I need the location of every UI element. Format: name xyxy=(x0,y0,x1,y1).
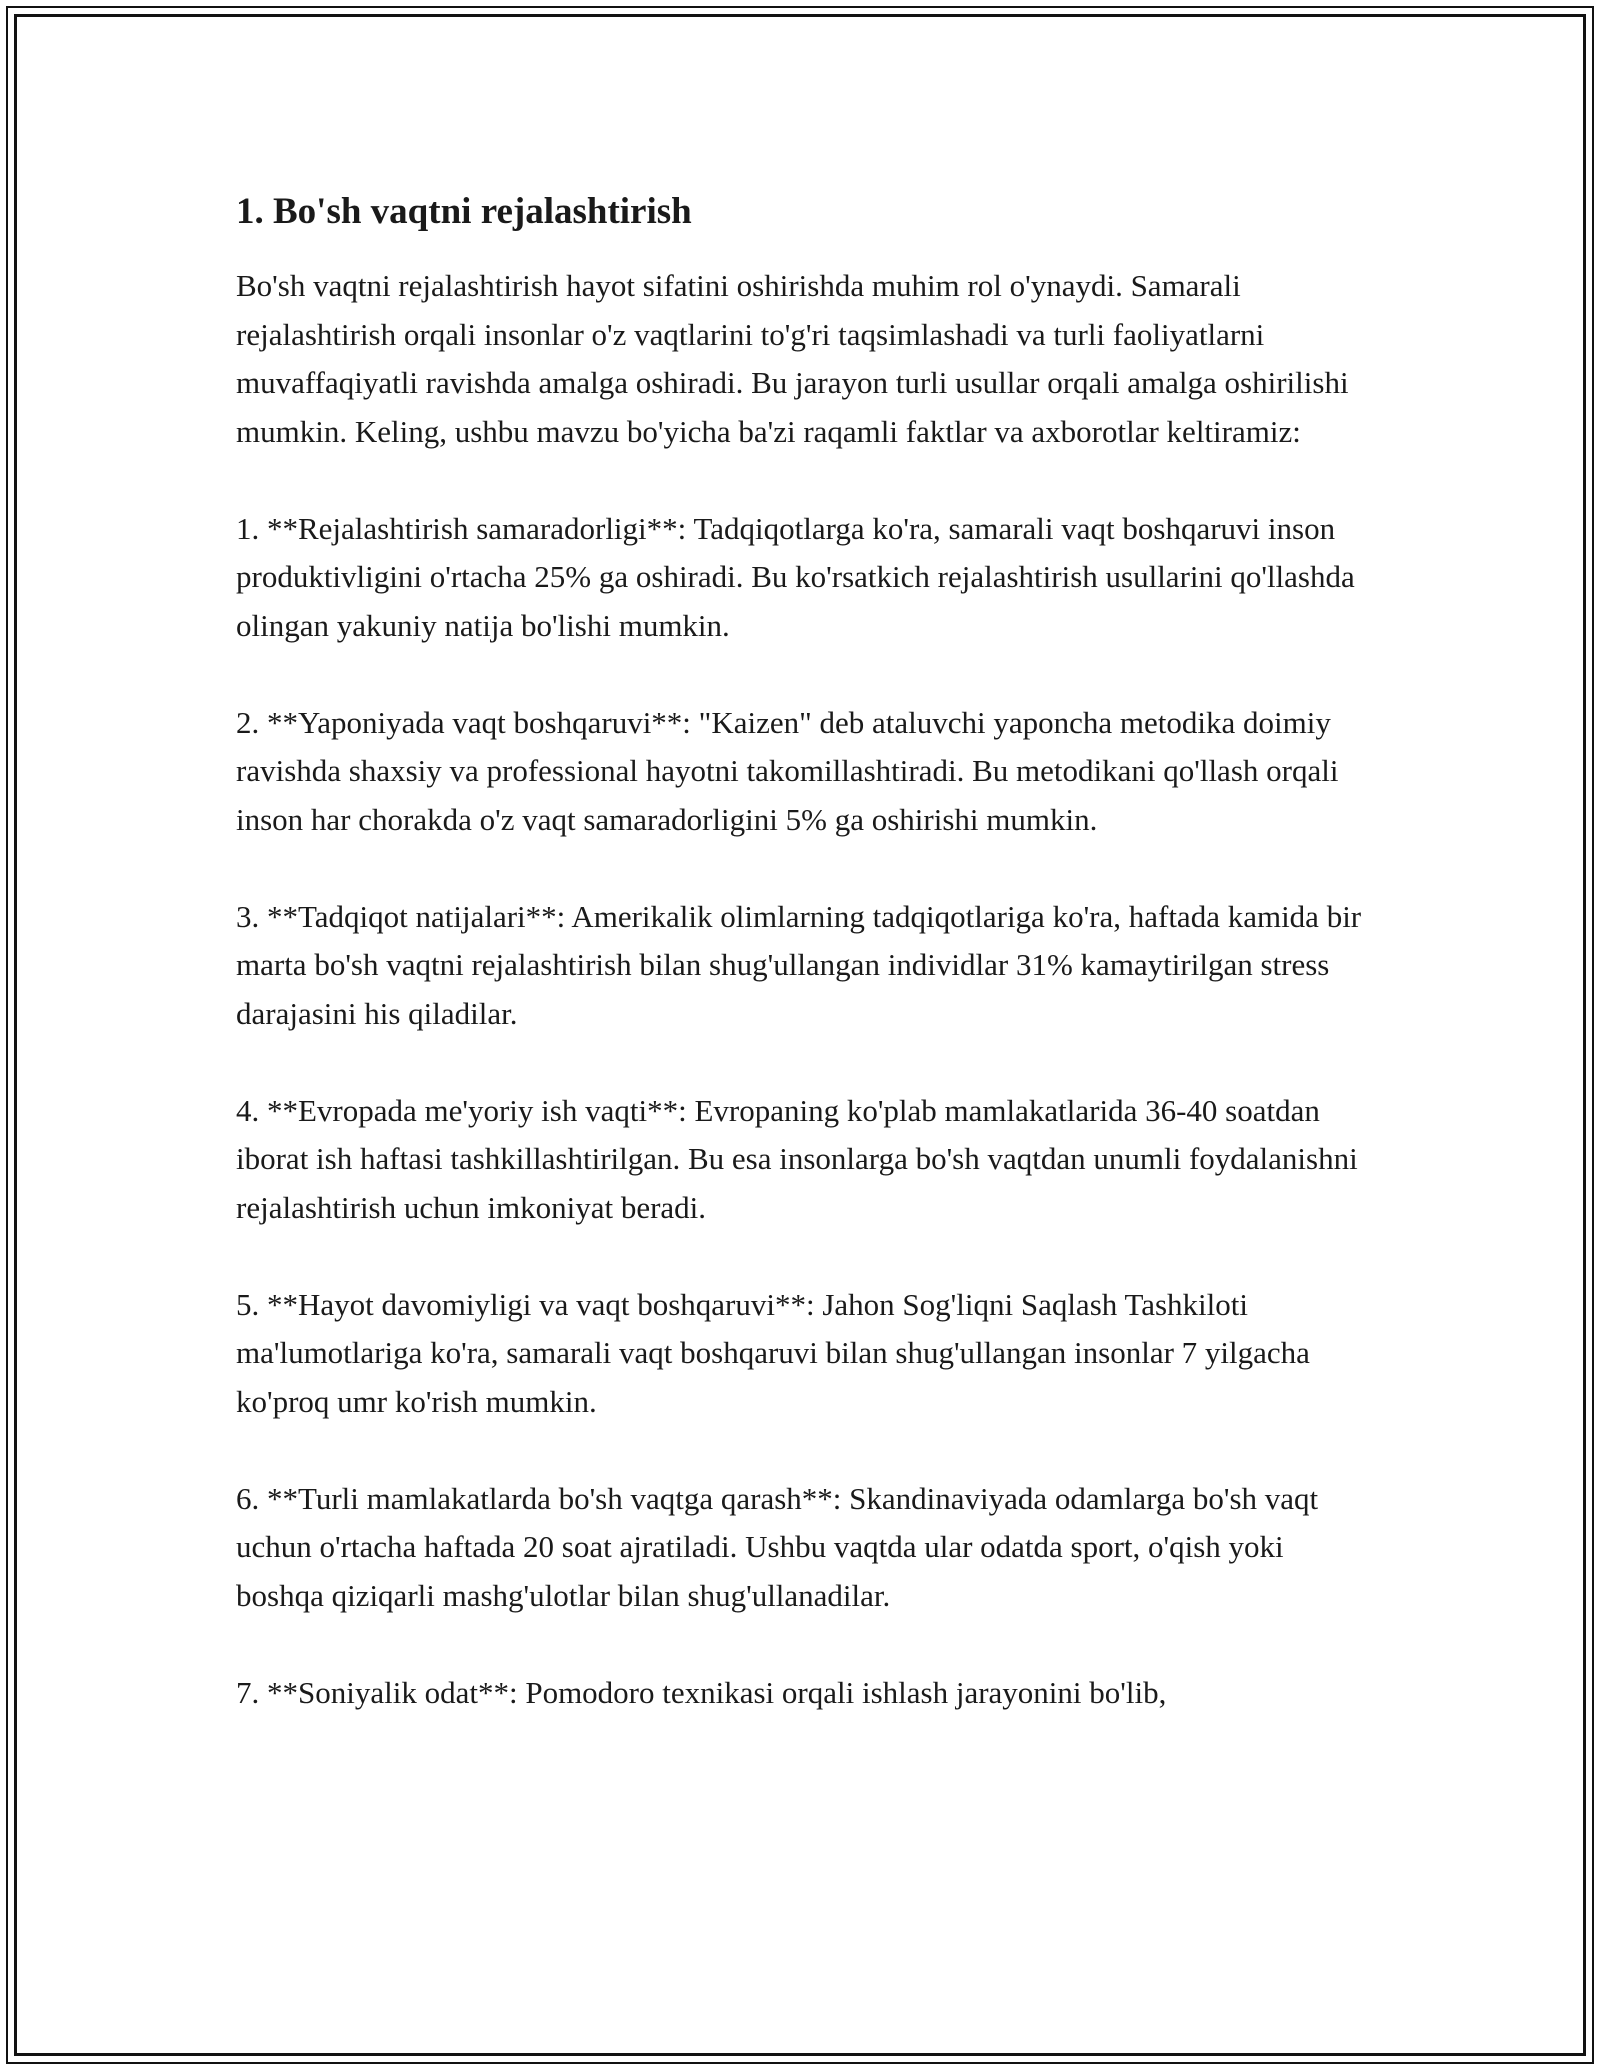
list-item-2: 2. **Yaponiyada vaqt boshqaruvi**: "Kaizen" deb ataluvchi yaponcha metodika doimiy ravishda shaxsiy va professional hayotni takomillashtiradi. Bu metodikani qo'llash orqali inson har chorakda o'z vaqt samaradorligini 5% ga oshirishi mumkin. xyxy=(236,704,1339,837)
list-item-7: 7. **Soniyalik odat**: Pomodoro texnikasi orqali ishlash jarayonini bo'lib, xyxy=(236,1674,1167,1710)
list-item-1: 1. **Rejalashtirish samaradorligi**: Tadqiqotlarga ko'ra, samarali vaqt boshqaruvi inson produktivligini o'rtacha 25% ga oshiradi. Bu ko'rsatkich rejalashtirish usullarini qo'llashda olingan yakuniy natija bo'lishi mumkin. xyxy=(236,510,1355,643)
document-body xyxy=(236,188,1371,1766)
document-title: 1. Bo'sh vaqtni rejalashtirish xyxy=(236,191,692,232)
list-item-5: 5. **Hayot davomiyligi va vaqt boshqaruvi**: Jahon Sog'liqni Saqlash Tashkiloti ma'lumotlariga ko'ra, samarali vaqt boshqaruvi bilan shug'ullangan insonlar 7 yilgacha ko'proq umr ko'rish mumkin. xyxy=(236,1286,1310,1419)
list-item-4: 4. **Evropada me'yoriy ish vaqti**: Evropaning ko'plab mamlakatlarida 36-40 soatdan iborat ish haftasi tashkillashtirilgan. Bu esa insonlarga bo'sh vaqtdan unumli foydalanishni rejalashtirish uchun imkoniyat beradi. xyxy=(236,1092,1358,1225)
intro-paragraph: Bo'sh vaqtni rejalashtirish hayot sifatini oshirishda muhim rol o'ynaydi. Samarali rejalashtirish orqali insonlar o'z vaqtlarini to'g'ri taqsimlashadi va turli faoliyatlarni muvaffaqiyatli ravishda amalga oshiradi. Bu jarayon turli usullar orqali amalga oshirilishi mumkin. Keling, ushbu mavzu bo'yicha ba'zi raqamli faktlar va axborotlar keltiramiz: xyxy=(236,268,1349,449)
list-item-3: 3. **Tadqiqot natijalari**: Amerikalik olimlarning tadqiqotlariga ko'ra, haftada kamida bir marta bo'sh vaqtni rejalashtirish bilan shug'ullangan individlar 31% kamaytirilgan stress darajasini his qiladilar. xyxy=(236,898,1362,1031)
list-item-6: 6. **Turli mamlakatlarda bo'sh vaqtga qarash**: Skandinaviyada odamlarga bo'sh vaqt uchun o'rtacha haftada 20 soat ajratiladi. Ushbu vaqtda ular odatda sport, o'qish yoki boshqa qiziqarli mashg'ulotlar bilan shug'ullanadilar. xyxy=(236,1480,1319,1613)
